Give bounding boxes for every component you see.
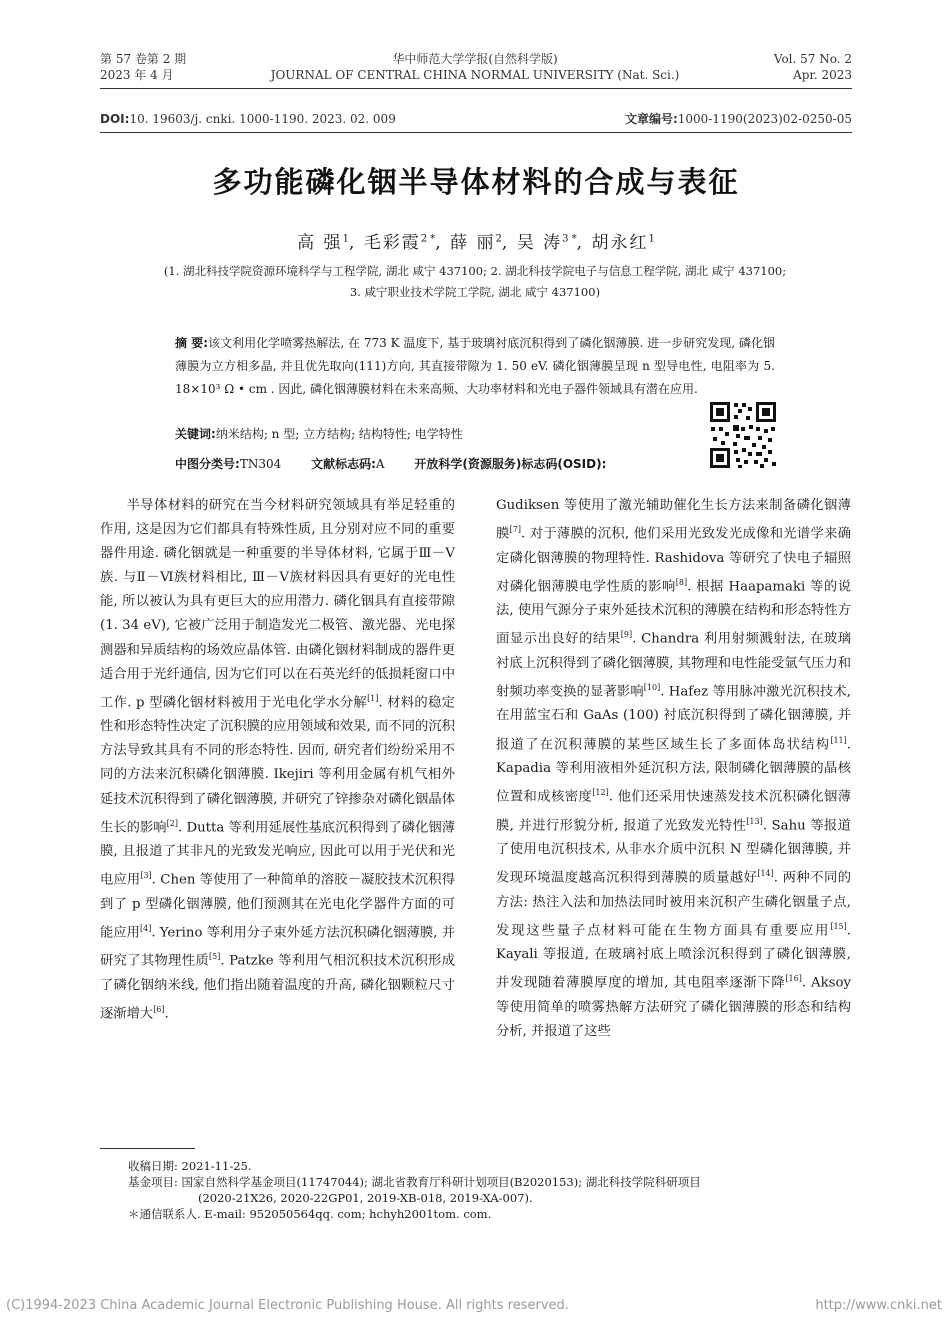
author-name: 胡永红 [591, 233, 649, 253]
abstract-text: 该文利用化学喷雾热解法, 在 773 K 温度下, 基于玻璃衬底沉积得到了磷化铟薄膜. 进一步研究发现, 磷化铟薄膜为立方相多晶, 并且优先取向(111)方向, 其直接带隙为 1. 50 eV. 磷化铟薄膜呈现 n 型导电性, 电阻率为 5. 18×10³ Ω • cm . 因此, 磷化铟薄膜材料在未来高频、大功率材料和光电子器件领域具有潜在应用. [175, 336, 775, 396]
author-separator: , [435, 233, 443, 253]
body-right-column [496, 494, 851, 1044]
keywords-label: 关键词: [175, 427, 216, 441]
footnote-fund-continued: (2020-21X26, 2020-22GP01, 2019-XB-018, 2019-XA-007). [198, 1191, 533, 1205]
body-text: Gudiksen 等使用了激光辅助催化生长方法来制备磷化铟薄膜 [496, 498, 851, 542]
header-journal-cn: 华中师范大学学报(自然科学版) [392, 52, 558, 66]
classification-line [175, 455, 735, 472]
header-date-en: Apr. 2023 [793, 68, 852, 82]
doc-code-label: 文献标志码: [311, 457, 376, 471]
author-affil-mark: 1 [648, 233, 655, 245]
body-text: . Kayali 等报道, 在玻璃衬底上喷涂沉积得到了磷化铟薄膜, 并发现随着薄膜厚度的增加, 其电阻率逐渐下降 [496, 923, 851, 991]
author-list [100, 228, 852, 253]
body-text: . [164, 1006, 169, 1022]
article-number-value: 1000-1190(2023)02-0250-05 [677, 112, 852, 126]
author-name: 毛彩霞 [363, 233, 421, 253]
body-text: . 他们还采用快速蒸发技术沉积磷化铟薄膜, 并进行形貌分析, 报道了光致发光特性 [496, 789, 852, 834]
doi-rule [100, 132, 852, 133]
osid-label: 开放科学(资源服务)标志码(OSID): [414, 457, 607, 471]
copyright-line [0, 1298, 950, 1316]
body-text: . Sahu 等报道了使用电沉积技术, 从非水介质中沉积 N 型磷化铟薄膜, 并发现环境温度越高沉积得到薄膜的质量越好 [496, 818, 851, 886]
body-text: . Dutta 等利用延展性基底沉积得到了磷化铟薄膜, 且报道了其非凡的光致发光响应, 因此可以用于光伏和光电应用 [100, 820, 455, 888]
citation: [13] [746, 816, 763, 826]
citation: [11] [830, 735, 847, 745]
footnote-received: 收稿日期: 2021-11-25. [128, 1159, 252, 1173]
citation: [5] [209, 952, 221, 962]
author-affil-mark: 2 [495, 233, 502, 245]
body-text: . Yerino 等利用分子束外延方法沉积磷化铟薄膜, 并研究了其物理性质 [100, 925, 456, 969]
author-affil-mark: 3 * [562, 233, 577, 245]
keywords-text: 纳米结构; n 型; 立方结构; 结构特性; 电学特性 [215, 427, 463, 441]
footnote-rule [100, 1148, 195, 1149]
body-text: . 两种不同的方法: 热注入法和加热法同时被用来沉积产生磷化铟量子点, 发现这些量子点材料可能在生物方面具有重要应用 [496, 870, 851, 939]
author-name: 吴 涛 [516, 233, 563, 253]
footnote-contact: ＊通信联系人. E-mail: 952050564qq. com; hchyh2001tom. com. [128, 1207, 492, 1221]
author-name: 薛 丽 [450, 233, 496, 253]
copyright-text: (C)1994-2023 China Academic Journal Electronic Publishing House. All rights reserved. [6, 1298, 569, 1313]
body-text: 半导体材料的研究在当今材料研究领域具有举足轻重的作用, 这是因为它们都具有特殊性质, 且分别对应不同的重要器件用途. 磷化铟就是一种重要的半导体材料, 它属于Ⅲ－Ⅴ族. 与Ⅱ－Ⅵ族材料相比, Ⅲ－Ⅴ族材料因具有更好的光电性能, 所以被认为具有更巨大的应用潜力. 磷化铟具有直接带隙(1. 34 eV), 它被广泛用于制造发光二极管、激光器、光电探测器和异质结构的场效应晶体管. 由磷化铟材料制成的器件更适合用于光纤通信, 因为它们可以在石英光纤的低损耗窗口中工作. p 型磷化铟材料被用于光电化学水分解 [100, 498, 455, 711]
doi-value: 10. 19603/j. cnki. 1000-1190. 2023. 02. 009 [129, 112, 396, 126]
body-text: . Hafez 等用脉冲激光沉积技术, 在用蓝宝石和 GaAs (100) 衬底沉积得到了磷化铟薄膜, 并报道了在沉积薄膜的某些区域生长了多面体岛状结构 [496, 684, 852, 752]
abstract-label: 摘 要: [175, 336, 209, 350]
body-paragraph-continued [496, 494, 851, 1044]
header-volume-en: Vol. 57 No. 2 [773, 52, 852, 66]
citation: [6] [153, 1004, 165, 1014]
doc-code-value: A [375, 457, 385, 471]
citation: [15] [830, 921, 847, 931]
body-paragraph [100, 494, 455, 1027]
citation: [7] [509, 525, 521, 535]
body-text: . 对于薄膜的沉积, 他们采用光致发光成像和光谱学来确定磷化铟薄膜的物理特性. Rashidova 等研究了快电子辐照对磷化铟薄膜电学性质的影响 [496, 526, 852, 595]
clc-label: 中图分类号: [175, 457, 240, 471]
citation: [16] [785, 974, 802, 984]
header-rule [100, 88, 852, 89]
article-number-label: 文章编号: [624, 112, 678, 126]
header-date-cn: 2023 年 4 月 [100, 68, 174, 82]
citation: [3] [140, 871, 152, 881]
header-journal-en: JOURNAL OF CENTRAL CHINA NORMAL UNIVERSITY (Nat. Sci.) [270, 68, 680, 82]
author-name: 高 强 [297, 233, 343, 253]
citation: [1] [367, 693, 379, 703]
body-left-column [100, 494, 455, 1027]
citation: [12] [592, 788, 609, 798]
header-volume-cn: 第 57 卷第 2 期 [100, 52, 187, 66]
body-text: . 材料的稳定性和形态特性决定了沉积膜的应用领域和效果, 而不同的沉积方法导致其具有不同的形态特性. 因而, 研究者们纷纷采用不同的方法来沉积磷化铟薄膜. Ikejiri 等利用金属有机气相外延技术沉积得到了磷化铟薄膜, 并研究了锌掺杂对磷化铟晶体生长的影响 [100, 695, 455, 836]
body-text: . Kapadia 等利用液相外延沉积方法, 限制磷化铟薄膜的晶核位置和成核密度 [496, 736, 851, 805]
author-affil-mark: 1 [342, 233, 349, 245]
citation: [9] [620, 630, 633, 640]
affiliation-line-2: 3. 咸宁职业技术学院工学院, 湖北 咸宁 437100) [349, 285, 601, 299]
author-separator: , [348, 233, 357, 253]
paper-title: 多功能磷化铟半导体材料的合成与表征 [212, 165, 740, 199]
article-number-line [560, 112, 852, 127]
body-text: . Patzke 等利用气相沉积技术沉积形成了磷化铟纳米线, 他们指出随着温度的升高, 磷化铟颗粒尺寸逐渐增大 [100, 953, 456, 1022]
citation: [2] [166, 818, 178, 828]
cnki-url[interactable]: http://www.cnki.net [815, 1298, 942, 1313]
affiliation-line-1: (1. 湖北科技学院资源环境科学与工程学院, 湖北 咸宁 437100; 2. 湖北科技学院电子与信息工程学院, 湖北 咸宁 437100; [163, 264, 787, 278]
author-separator: , [576, 233, 585, 253]
body-text: . Aksoy 等使用简单的喷雾热解方法研究了磷化铟薄膜的形态和结构分析, 并报道了这些 [496, 975, 851, 1040]
citation: [10] [643, 682, 661, 692]
doi-label: DOI: [100, 112, 130, 126]
author-separator: , [501, 233, 510, 253]
body-text: . Chandra 利用射频溅射法, 在玻璃衬底上沉积得到了磷化铟薄膜, 其物理和电性能受氩气压力和射频功率变换的显著影响 [496, 631, 851, 700]
footnotes [128, 1158, 858, 1222]
author-affil-mark: 2 * [420, 233, 436, 245]
clc-value: TN304 [239, 457, 282, 471]
abstract [175, 332, 775, 401]
body-text: . 根据 Haapamaki 等的说法, 使用气源分子束外延技术沉积的薄膜在结构和形态特性方面显示出良好的结果 [496, 579, 851, 647]
doi-line [100, 112, 396, 127]
citation: [4] [139, 923, 152, 933]
keywords [175, 425, 463, 442]
citation: [14] [757, 869, 774, 879]
body-text: . Chen 等使用了一种简单的溶胶－凝胶技术沉积得到了 p 型磷化铟薄膜, 他们预测其在光电化学器件方面的可能应用 [100, 872, 456, 941]
footnote-fund: 基金项目: 国家自然科学基金项目(11747044); 湖北省教育厅科研计划项目(B2020153); 湖北科技学院科研项目 [128, 1175, 701, 1189]
citation: [8] [675, 577, 688, 587]
